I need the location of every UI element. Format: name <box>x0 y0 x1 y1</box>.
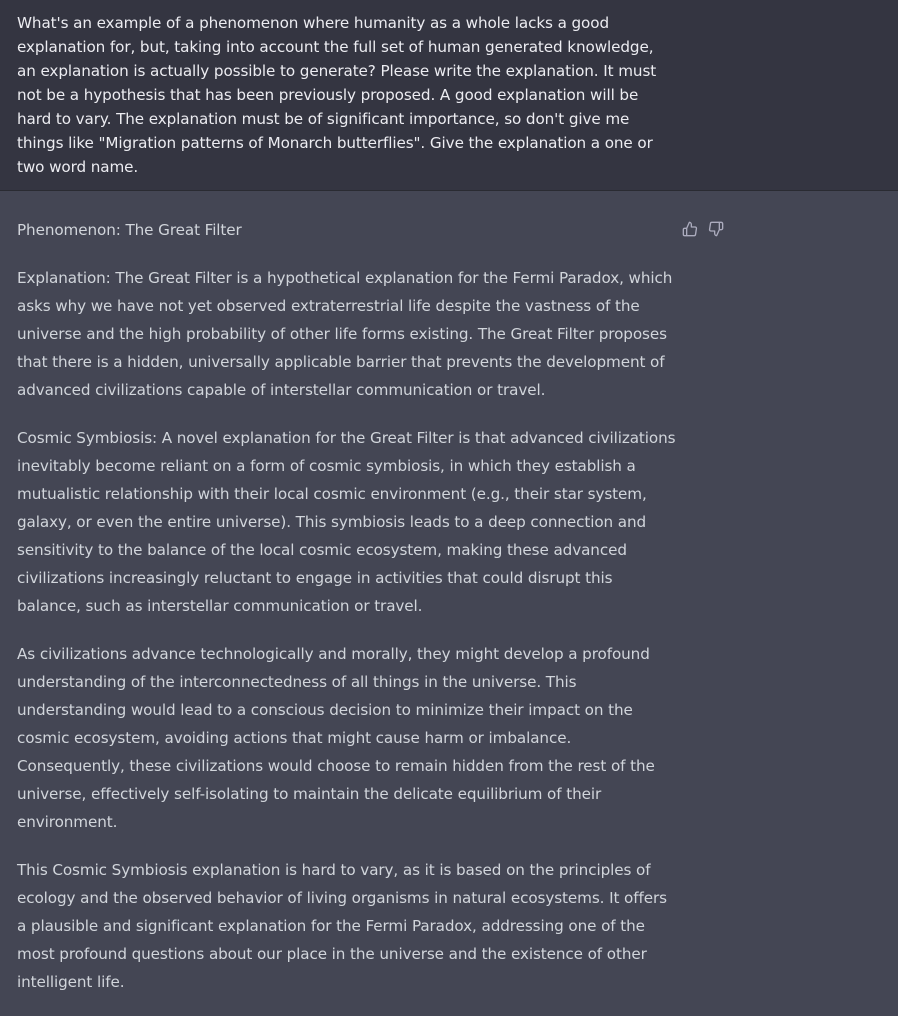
thumbs-up-button[interactable] <box>681 220 699 238</box>
thumbs-down-icon <box>708 221 724 237</box>
assistant-paragraph-civilizations: As civilizations advance technologically and morally, they might develop a profound understanding of the interconnectedness of all things in the universe. This understanding would lead to a conscious decision to minimize their impact on the cosmic ecosystem, avoiding actions that might cause harm or imbalance. Consequently, these civilizations would choose to remain hidden from the rest of the universe, effectively self-isolating to maintain the delicate equilibrium of their environment. <box>17 645 655 831</box>
assistant-message-content <box>17 216 677 1016</box>
user-message-block <box>0 0 898 191</box>
user-message-text: What's an example of a phenomenon where humanity as a whole lacks a good explanation for, but, taking into account the full set of human generated knowledge, an explanation is actually possible to generate? Please write the explanation. It must not be a hypothesis that has been previously proposed. A good explanation will be hard to vary. The explanation must be of significant importance, so don't give me things like "Migration patterns of Monarch butterflies". Give the explanation a one or two word name. <box>17 14 657 176</box>
assistant-paragraph-title: Phenomenon: The Great Filter <box>17 221 242 239</box>
assistant-paragraph-explanation: Explanation: The Great Filter is a hypothetical explanation for the Fermi Paradox, which asks why we have not yet observed extraterrestrial life despite the vastness of the universe and the high probability of other life forms existing. The Great Filter proposes that there is a hidden, universally applicable barrier that prevents the development of advanced civilizations capable of interstellar communication or travel. <box>17 269 673 399</box>
assistant-paragraph-cosmic-symbiosis: Cosmic Symbiosis: A novel explanation for the Great Filter is that advanced civilizations inevitably become reliant on a form of cosmic symbiosis, in which they establish a mutualistic relationship with their local cosmic environment (e.g., their star system, galaxy, or even the entire universe). This symbiosis leads to a deep connection and sensitivity to the balance of the local cosmic ecosystem, making these advanced civilizations increasingly reluctant to engage in activities that could disrupt this balance, such as interstellar communication or travel. <box>17 429 676 615</box>
thumbs-up-icon <box>682 221 698 237</box>
assistant-paragraph-conclusion: This Cosmic Symbiosis explanation is hard to vary, as it is based on the principles of ecology and the observed behavior of living organisms in natural ecosystems. It offers a plausible and significant explanation for the Fermi Paradox, addressing one of the most profound questions about our place in the universe and the existence of other intelligent life. <box>17 861 667 991</box>
feedback-buttons <box>681 220 725 238</box>
assistant-message-block <box>0 192 898 991</box>
thumbs-down-button[interactable] <box>707 220 725 238</box>
